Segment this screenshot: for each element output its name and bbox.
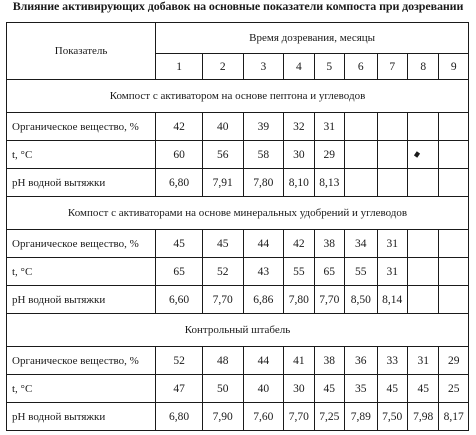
table-cell: 25 [439, 375, 469, 403]
table-cell: 44 [243, 230, 284, 258]
table-cell: 48 [202, 347, 243, 375]
table-cell: 7,98 [407, 403, 438, 431]
table-cell: 55 [284, 258, 314, 286]
table-cell: 33 [377, 347, 407, 375]
table-cell: 31 [314, 113, 344, 141]
table-cell [439, 258, 469, 286]
table-cell: 7,60 [243, 403, 284, 431]
table-cell: 7,89 [345, 403, 377, 431]
row-label: pH водной вытяжки [7, 286, 156, 314]
table-cell [407, 141, 438, 169]
table-cell: 34 [345, 230, 377, 258]
table-row [7, 258, 469, 286]
table-cell: 7,25 [314, 403, 344, 431]
param-header: Показатель [7, 23, 156, 80]
table-cell: 44 [243, 347, 284, 375]
table-cell: 7,80 [243, 169, 284, 197]
table-cell: 47 [156, 375, 203, 403]
table-cell: 58 [243, 141, 284, 169]
table-cell: 45 [377, 375, 407, 403]
row-label: Органическое вещество, % [7, 230, 156, 258]
row-label: Органическое вещество, % [7, 113, 156, 141]
table-cell [377, 141, 407, 169]
table-cell: 45 [314, 375, 344, 403]
table-cell: 38 [314, 347, 344, 375]
header-row [7, 23, 469, 54]
table-row [7, 403, 469, 431]
table-cell: 7,90 [202, 403, 243, 431]
table-cell: 42 [156, 113, 203, 141]
table-cell [407, 113, 438, 141]
table-cell: 52 [156, 347, 203, 375]
table-cell: 45 [202, 230, 243, 258]
table-cell [439, 141, 469, 169]
table-cell [407, 169, 438, 197]
table-cell: 7,70 [314, 286, 344, 314]
time-header: Время дозревания, месяцы [156, 23, 469, 54]
table-cell [407, 286, 438, 314]
row-label: pH водной вытяжки [7, 169, 156, 197]
table-cell: 29 [439, 347, 469, 375]
month-8: 8 [407, 54, 438, 80]
table-cell: 29 [314, 141, 344, 169]
month-4: 4 [284, 54, 314, 80]
table-cell: 39 [243, 113, 284, 141]
row-label: t, °C [7, 141, 156, 169]
table-cell: 8,10 [284, 169, 314, 197]
month-9: 9 [439, 54, 469, 80]
table-cell [407, 230, 438, 258]
table-cell: 45 [156, 230, 203, 258]
row-label: t, °C [7, 375, 156, 403]
table-cell: 8,14 [377, 286, 407, 314]
table-cell: 52 [202, 258, 243, 286]
table-row [7, 169, 469, 197]
table-cell: 42 [284, 230, 314, 258]
table-cell: 7,91 [202, 169, 243, 197]
month-5: 5 [314, 54, 344, 80]
table-cell [439, 169, 469, 197]
table-cell: 31 [407, 347, 438, 375]
table-cell: 6,86 [243, 286, 284, 314]
table-cell: 65 [314, 258, 344, 286]
table-row [7, 375, 469, 403]
table-cell: 31 [377, 230, 407, 258]
table-cell: 65 [156, 258, 203, 286]
table-cell: 6,80 [156, 403, 203, 431]
row-label: Органическое вещество, % [7, 347, 156, 375]
table-cell [345, 169, 377, 197]
section-title: Компост с активаторами на основе минеральных удобрений и углеводов [7, 197, 469, 230]
table-cell: 38 [314, 230, 344, 258]
section-row [7, 314, 469, 347]
section-title: Компост с активатором на основе пептона и углеводов [7, 80, 469, 113]
month-6: 6 [345, 54, 377, 80]
table-cell: 31 [377, 258, 407, 286]
table-row [7, 141, 469, 169]
table-cell: 7,70 [284, 403, 314, 431]
table-cell: 40 [243, 375, 284, 403]
table-cell: 35 [345, 375, 377, 403]
table-cell: 56 [202, 141, 243, 169]
table-cell: 7,50 [377, 403, 407, 431]
section-title: Контрольный штабель [7, 314, 469, 347]
compost-table [6, 22, 469, 431]
table-row [7, 230, 469, 258]
table-cell [345, 113, 377, 141]
table-cell: 7,80 [284, 286, 314, 314]
table-cell [377, 169, 407, 197]
month-3: 3 [243, 54, 284, 80]
table-cell: 30 [284, 375, 314, 403]
table-cell [345, 141, 377, 169]
row-label: t, °C [7, 258, 156, 286]
table-cell: 8,50 [345, 286, 377, 314]
table-cell [377, 113, 407, 141]
table-cell [439, 286, 469, 314]
table-cell: 7,70 [202, 286, 243, 314]
table-cell: 45 [407, 375, 438, 403]
table-cell: 36 [345, 347, 377, 375]
table-cell: 30 [284, 141, 314, 169]
table-cell: 40 [202, 113, 243, 141]
table-cell: 32 [284, 113, 314, 141]
table-cell: 43 [243, 258, 284, 286]
table-cell: 55 [345, 258, 377, 286]
row-label: pH водной вытяжки [7, 403, 156, 431]
table-cell: 6,80 [156, 169, 203, 197]
table-cell [407, 258, 438, 286]
table-row [7, 347, 469, 375]
table-cell: 60 [156, 141, 203, 169]
table-row [7, 113, 469, 141]
table-cell: 50 [202, 375, 243, 403]
table-cell: 41 [284, 347, 314, 375]
section-row [7, 80, 469, 113]
month-1: 1 [156, 54, 203, 80]
table-cell [439, 113, 469, 141]
table-cell: 6,60 [156, 286, 203, 314]
table-cell: 8,17 [439, 403, 469, 431]
table-row [7, 286, 469, 314]
month-2: 2 [202, 54, 243, 80]
section-row [7, 197, 469, 230]
table-cell [439, 230, 469, 258]
table-cell: 8,13 [314, 169, 344, 197]
month-7: 7 [377, 54, 407, 80]
page-title: Влияние активирующих добавок на основные показатели компоста при дозревании [12, 0, 464, 13]
